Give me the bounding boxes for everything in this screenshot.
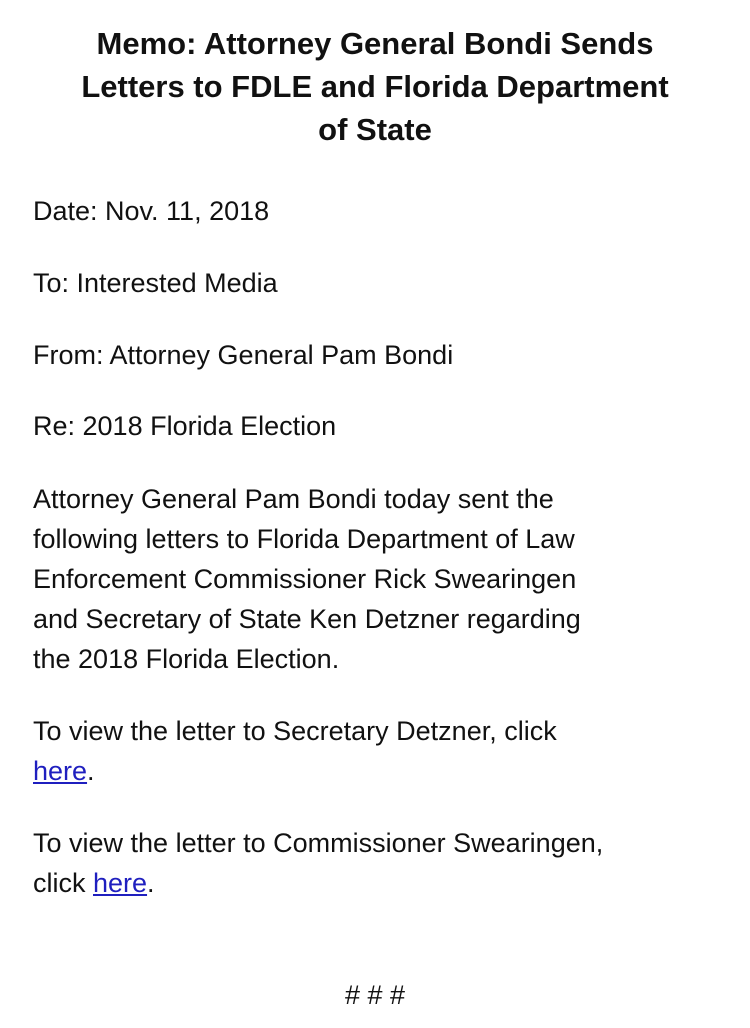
swearingen-letter-link-row: [33, 863, 723, 903]
memo-body-line: following letters to Florida Department of Law: [33, 524, 575, 554]
memo-title: [20, 22, 730, 151]
memo-body-line: and Secretary of State Ken Detzner regarding: [33, 604, 581, 634]
memo-from: From: Attorney General Pam Bondi: [33, 340, 454, 370]
swearingen-click-text: click: [33, 868, 93, 898]
memo-title-line: of State: [318, 112, 432, 147]
memo-body-line: Enforcement Commissioner Rick Swearingen: [33, 564, 577, 594]
detzner-letter-link[interactable]: here: [33, 756, 88, 786]
detzner-letter-text: To view the letter to Secretary Detzner, click: [33, 716, 557, 746]
memo-end-marker: # # #: [344, 980, 406, 1010]
memo-re: Re: 2018 Florida Election: [33, 411, 337, 441]
detzner-letter-link-row: [33, 751, 723, 791]
memo-title-line: Memo: Attorney General Bondi Sends: [96, 26, 654, 61]
swearingen-letter-text: To view the letter to Commissioner Swearingen,: [33, 828, 604, 858]
swearingen-letter-paragraph: [33, 823, 723, 903]
memo-body: [33, 479, 723, 679]
swearingen-letter-link[interactable]: here: [93, 868, 148, 898]
memo-body-line: the 2018 Florida Election.: [33, 644, 340, 674]
detzner-letter-paragraph: [33, 711, 723, 791]
memo-body-line: Attorney General Pam Bondi today sent the: [33, 484, 554, 514]
swearingen-period: .: [147, 868, 155, 898]
detzner-period: .: [87, 756, 95, 786]
memo-date: Date: Nov. 11, 2018: [33, 196, 270, 226]
memo-title-line: Letters to FDLE and Florida Department: [81, 69, 669, 104]
memo-to: To: Interested Media: [33, 268, 278, 298]
